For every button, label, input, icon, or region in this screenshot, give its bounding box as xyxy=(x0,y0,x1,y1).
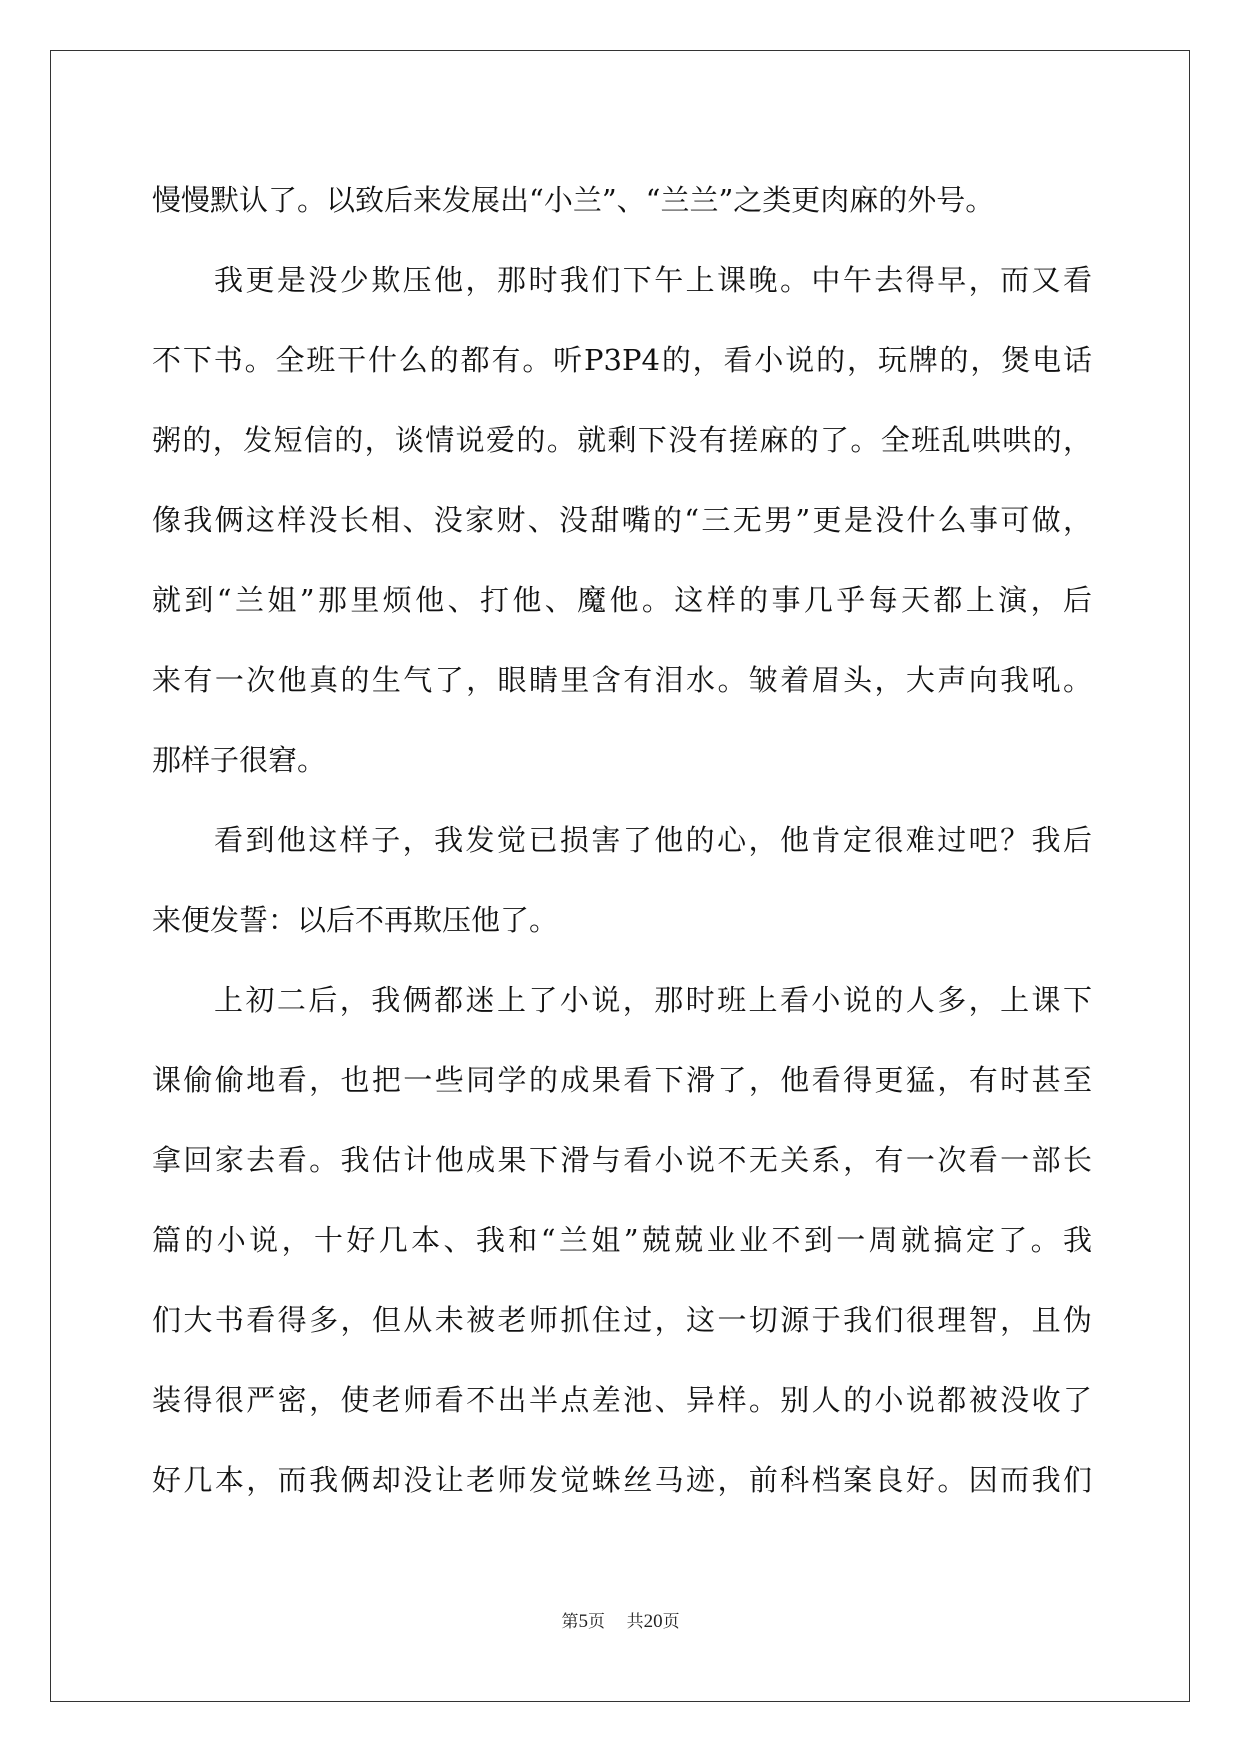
text-line: 就到“兰姐”那里烦他、打他、魔他。这样的事几乎每天都上演，后 xyxy=(152,583,1092,617)
text-line: 慢慢默认了。以致后来发展出“小兰”、“兰兰”之类更肉麻的外号。 xyxy=(152,183,995,217)
text-line: 上初二后，我俩都迷上了小说，那时班上看小说的人多，上课下 xyxy=(214,983,1092,1017)
total-pages: 20 xyxy=(643,1611,663,1632)
text-line: 我更是没少欺压他，那时我们下午上课晚。中午去得早，而又看 xyxy=(214,263,1092,297)
page-footer xyxy=(0,1610,1241,1634)
text-line: 不下书。全班干什么的都有。听P3P4的，看小说的，玩牌的，煲电话 xyxy=(152,343,1092,377)
page-suffix: 页 xyxy=(587,1612,605,1632)
text-line: 篇的小说，十好几本、我和“兰姐”兢兢业业不到一周就搞定了。我 xyxy=(152,1223,1092,1257)
text-line: 装得很严密，使老师看不出半点差池、异样。别人的小说都被没收了 xyxy=(152,1383,1092,1417)
total-suffix: 页 xyxy=(662,1612,680,1632)
document-body xyxy=(152,160,1092,1520)
text-line: 课偷偷地看，也把一些同学的成果看下滑了，他看得更猛，有时甚至 xyxy=(152,1063,1092,1097)
page-number: 5 xyxy=(578,1611,588,1632)
text-line: 粥的，发短信的，谈情说爱的。就剩下没有搓麻的了。全班乱哄哄的， xyxy=(152,423,1092,457)
text-line: 来有一次他真的生气了，眼睛里含有泪水。皱着眉头，大声向我吼。 xyxy=(152,663,1092,697)
text-line: 们大书看得多，但从未被老师抓住过，这一切源于我们很理智，且伪 xyxy=(152,1303,1092,1337)
text-line: 像我俩这样没长相、没家财、没甜嘴的“三无男”更是没什么事可做， xyxy=(152,503,1092,537)
text-line: 好几本，而我俩却没让老师发觉蛛丝马迹，前科档案良好。因而我们 xyxy=(152,1463,1092,1497)
text-line: 看到他这样子，我发觉已损害了他的心，他肯定很难过吧？我后 xyxy=(214,823,1092,857)
text-line: 那样子很窘。 xyxy=(152,743,327,777)
total-prefix: 共 xyxy=(626,1612,644,1632)
text-line: 来便发誓：以后不再欺压他了。 xyxy=(152,903,559,937)
text-line: 拿回家去看。我估计他成果下滑与看小说不无关系，有一次看一部长 xyxy=(152,1143,1092,1177)
page-prefix: 第 xyxy=(561,1612,579,1632)
